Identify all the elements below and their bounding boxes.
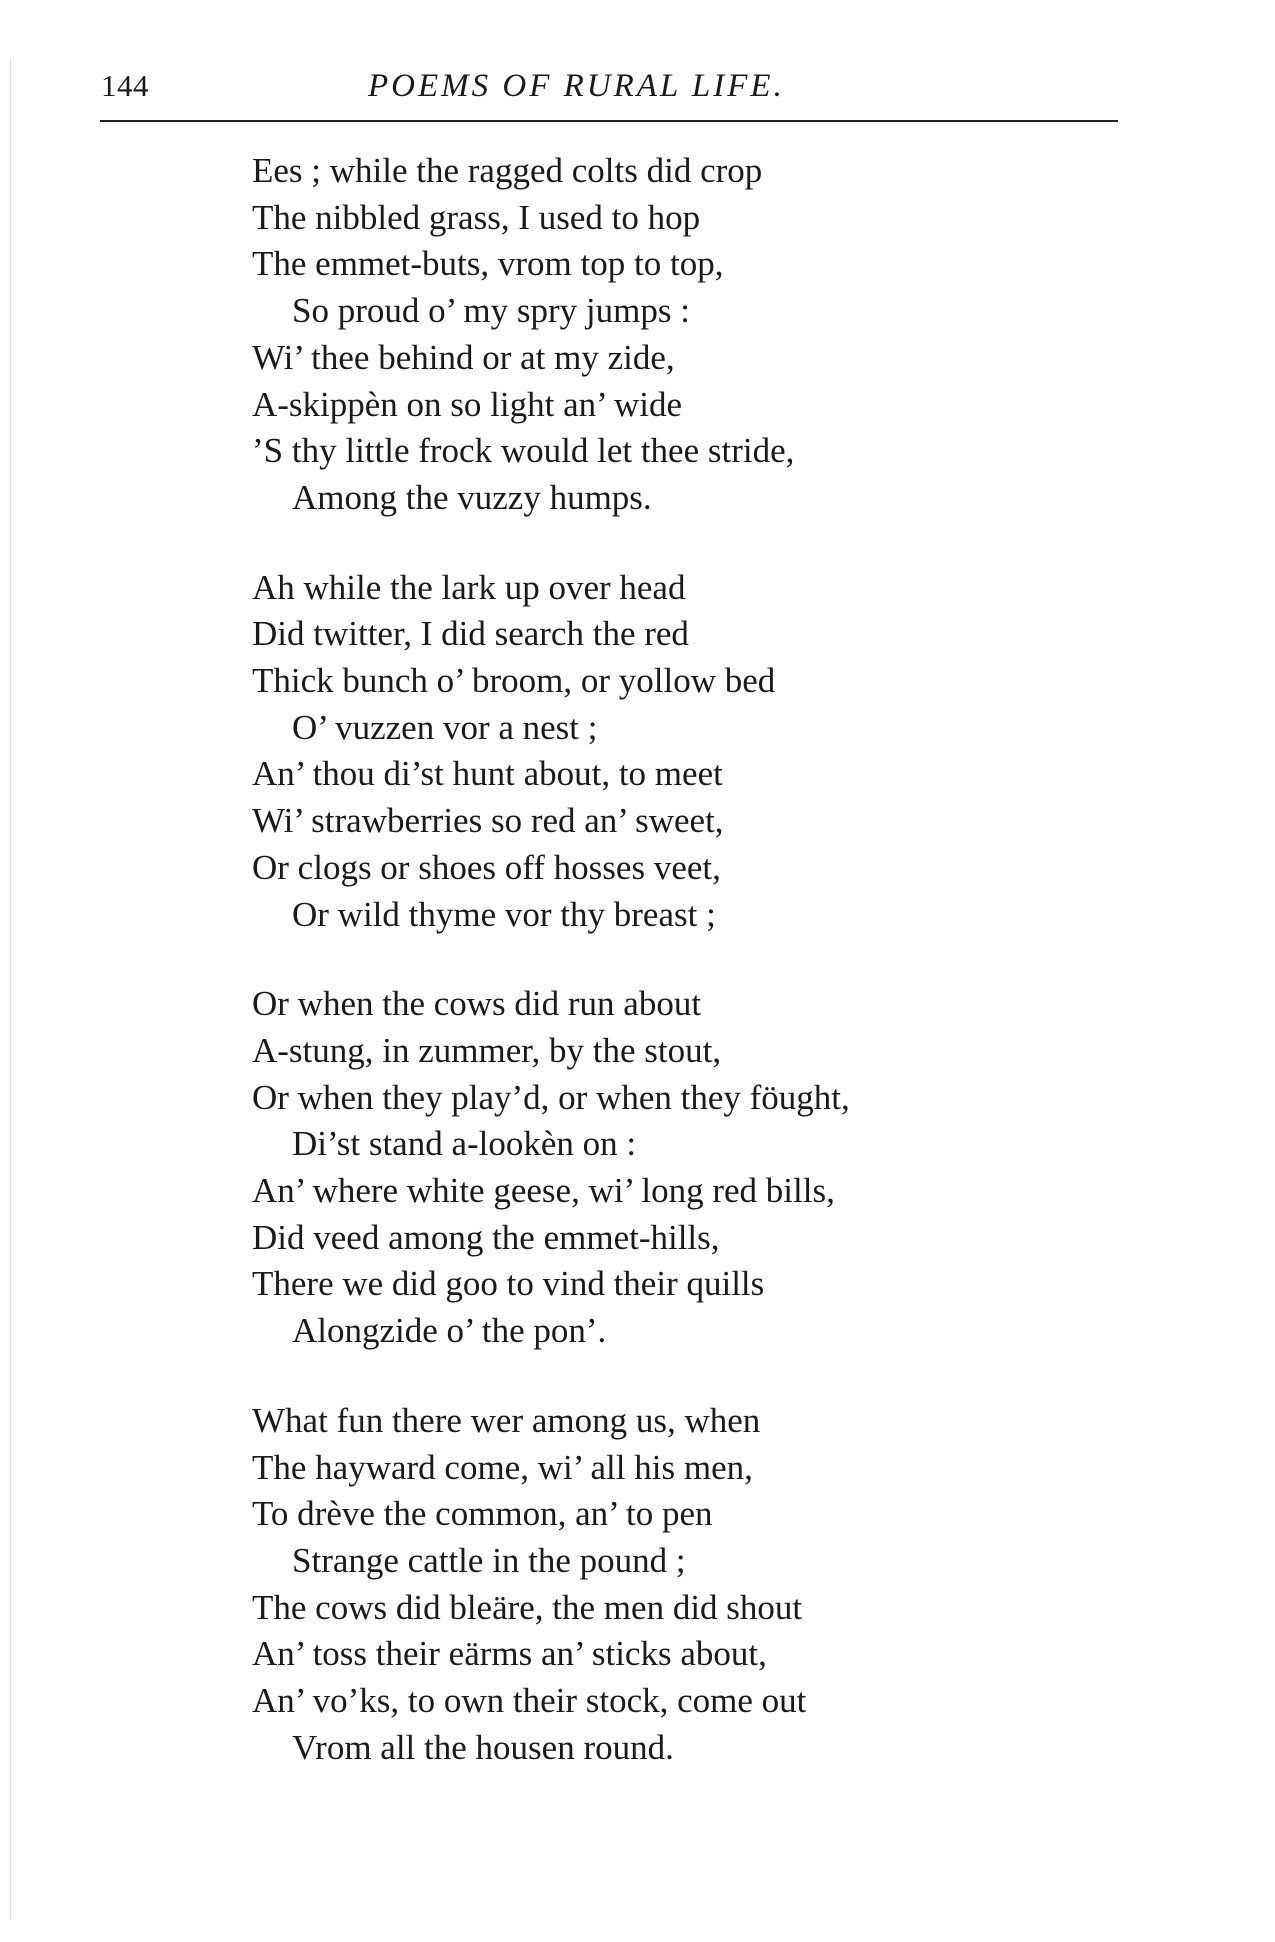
poem-line: An’ vo’ks, to own their stock, come out bbox=[252, 1681, 807, 1721]
poem-line: Di’st stand a-lookèn on : bbox=[292, 1124, 637, 1164]
poem-line: So proud o’ my spry jumps : bbox=[292, 291, 690, 331]
poem-line: The emmet-buts, vrom top to top, bbox=[252, 244, 724, 284]
poem-line: Or when the cows did run about bbox=[252, 984, 702, 1024]
poem-line: Did twitter, I did search the red bbox=[252, 614, 689, 654]
stanza-2 bbox=[252, 565, 1112, 939]
header-rule bbox=[100, 120, 1118, 122]
stanza-4 bbox=[252, 1398, 1112, 1772]
binding-edge bbox=[10, 60, 11, 1920]
poem-line: ’S thy little frock would let thee stride, bbox=[252, 431, 795, 471]
poem-line: An’ where white geese, wi’ long red bills, bbox=[252, 1171, 835, 1211]
poem-line: Strange cattle in the pound ; bbox=[292, 1540, 686, 1580]
poem-line: Vrom all the housen round. bbox=[292, 1727, 674, 1767]
poem-line: Wi’ thee behind or at my zide, bbox=[252, 337, 675, 377]
poem-line: Or wild thyme vor thy breast ; bbox=[292, 894, 716, 934]
poem-line: To drève the common, an’ to pen bbox=[252, 1494, 713, 1534]
poem-line: Wi’ strawberries so red an’ sweet, bbox=[252, 801, 724, 841]
poem-line: The hayward come, wi’ all his men, bbox=[252, 1447, 753, 1487]
poem-line: Ah while the lark up over head bbox=[252, 567, 686, 607]
poem-line: An’ thou di’st hunt about, to meet bbox=[252, 754, 723, 794]
poem-body bbox=[252, 148, 1112, 1815]
poem-line: Or clogs or shoes off hosses veet, bbox=[252, 847, 721, 887]
poem-line: A-skippèn on so light an’ wide bbox=[252, 384, 682, 424]
stanza-3 bbox=[252, 981, 1112, 1355]
poem-line: Ees ; while the ragged colts did crop bbox=[252, 151, 763, 190]
poem-line: An’ toss their eärms an’ sticks about, bbox=[252, 1634, 767, 1674]
poem-line: Alongzide o’ the pon’. bbox=[292, 1311, 607, 1351]
page-number: 144 bbox=[101, 68, 149, 103]
poem-line: Thick bunch o’ broom, or yollow bed bbox=[252, 661, 776, 701]
poem-line: Or when they play’d, or when they föught, bbox=[252, 1077, 850, 1117]
poem-line: Among the vuzzy humps. bbox=[292, 477, 652, 517]
running-title: POEMS OF RURAL LIFE. bbox=[368, 68, 785, 104]
poem-line: There we did goo to vind their quills bbox=[252, 1264, 765, 1304]
poem-line: What fun there wer among us, when bbox=[252, 1400, 761, 1440]
stanza-1 bbox=[252, 148, 1112, 522]
poem-line: The cows did bleäre, the men did shout bbox=[252, 1587, 803, 1627]
poem-line: The nibbled grass, I used to hop bbox=[252, 197, 701, 237]
poem-line: A-stung, in zummer, by the stout, bbox=[252, 1030, 722, 1070]
poem-line: Did veed among the emmet-hills, bbox=[252, 1217, 720, 1257]
poem-line: O’ vuzzen vor a nest ; bbox=[292, 707, 598, 747]
